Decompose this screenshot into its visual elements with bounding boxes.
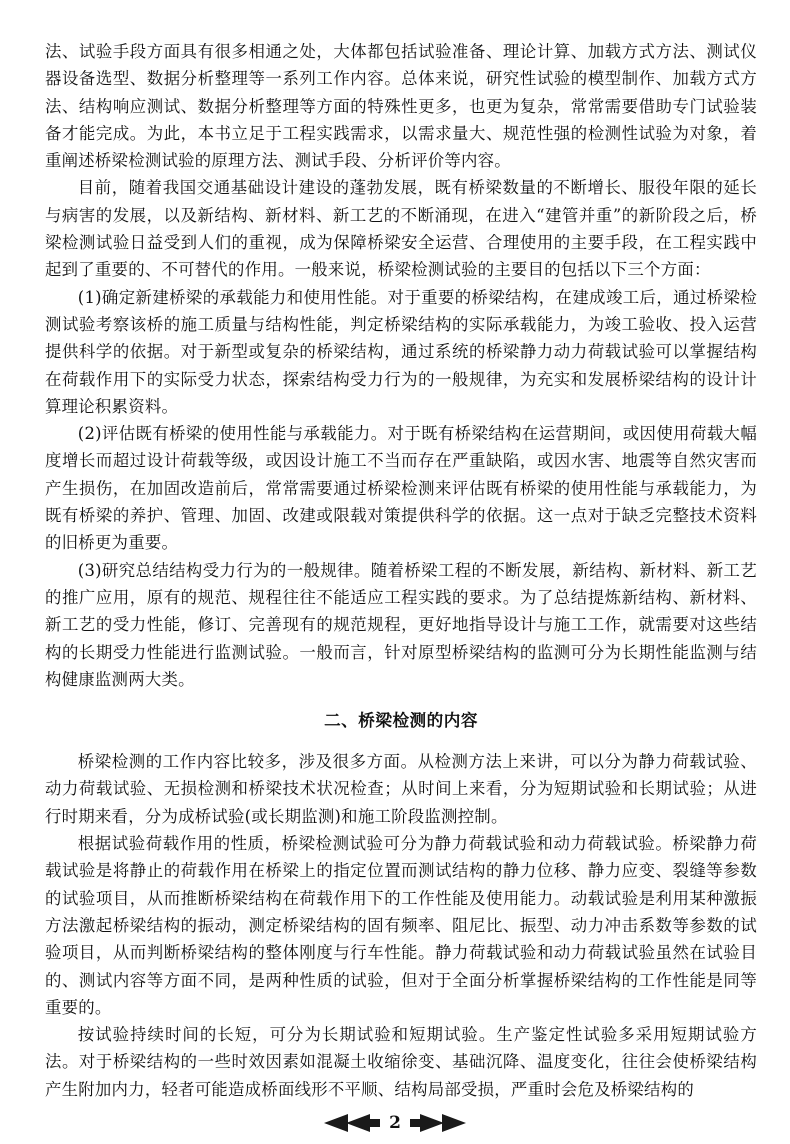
paragraph-3: (1)确定新建桥梁的承载能力和使用性能。对于重要的桥梁结构，在建成竣工后，通过桥梁检测试验考察该桥的施工质量与结构性能，判定桥梁结构的实际承载能力，为竣工验收、投入运营提供科学的依据。对于新型或复杂的桥梁结构，通过系统的桥梁静力动力荷载试验可以掌握结构在荷载作用下的实际受力状态，探索结构受力行为的一般规律，为充实和发展桥梁结构的设计计算理论积累资料。 — [45, 287, 757, 416]
paragraph-7: 根据试验荷载作用的性质，桥梁检测试验可分为静力荷载试验和动力荷载试验。桥梁静力荷载试验是将静止的荷载作用在桥梁上的指定位置而测试结构的静力位移、静力应变、裂缝等参数的试验项目，从而推断桥梁结构在荷载作用下的工作性能及使用能力。动载试验是利用某种激振方法激起桥梁结构的振动，测定桥梁结构的固有频率、阻尼比、振型、动力冲击系数等参数的试验项目，从而判断桥梁结构的整体刚度与行车性能。静力荷载试验和动力荷载试验虽然在试验目的、测试内容等方面不同，是两种性质的试验，但对于全面分析掌握桥梁结构的工作性能是同等重要的。 — [45, 834, 757, 1017]
paragraph-6: 桥梁检测的工作内容比较多，涉及很多方面。从检测方法上来讲，可以分为静力荷载试验、动力荷载试验、无损检测和桥梁技术状况检查；从时间上来看，分为短期试验和长期试验；从进行时期来看，分为成桥试验(或长期监测)和施工阶段监测控制。 — [45, 752, 757, 826]
paragraph-8: 按试验持续时间的长短，可分为长期试验和短期试验。生产鉴定性试验多采用短期试验方法。对于桥梁结构的一些时效因素如混凝土收缩徐变、基础沉降、温度变化，往往会使桥梁结构产生附加内力，轻者可能造成桥面线形不平顺、结构局部受损，严重时会危及桥梁结构的 — [45, 1025, 757, 1099]
paragraph-1: 法、试验手段方面具有很多相通之处，大体都包括试验准备、理论计算、加载方式方法、测试仪器设备选型、数据分析整理等一系列工作内容。总体来说，研究性试验的模型制作、加载方式方法、结构响应测试、数据分析整理等方面的特殊性更多，也更为复杂，常常需要借助专门试验装备才能完成。为此，本书立足于工程实践需求，以需求量大、规范性强的检测性试验为对象，着重阐述桥梁检测试验的原理方法、测试手段、分析评价等内容。 — [45, 42, 757, 171]
double-arrow-left-icon — [324, 1113, 380, 1133]
section-title: 二、桥梁检测的内容 — [324, 711, 478, 731]
page-content — [45, 38, 757, 1103]
paragraph-5: (3)研究总结结构受力行为的一般规律。随着桥梁工程的不断发展，新结构、新材料、新工艺的推广应用，原有的规范、规程往往不能适应工程实践的要求。为了总结提炼新结构、新材料、新工艺的受力性能，修订、完善现有的规范规程，更好地指导设计与施工工作，就需要对这些结构的长期受力性能进行监测试验。一般而言，针对原型桥梁结构的监测可分为长期性能监测与结构健康监测两大类。 — [45, 560, 757, 689]
paragraph-4: (2)评估既有桥梁的使用性能与承载能力。对于既有桥梁结构在运营期间，或因使用荷载大幅度增长而超过设计荷载等级，或因设计施工不当而存在严重缺陷，或因水害、地震等自然灾害而产生损伤，在加固改造前后，常常需要通过桥梁检测来评估既有桥梁的使用性能与承载能力，为既有桥梁的养护、管理、加固、改建或限载对策提供科学的依据。这一点对于缺乏完整技术资料的旧桥更为重要。 — [45, 424, 757, 553]
paragraph-2: 目前，随着我国交通基础设计建设的蓬勃发展，既有桥梁数量的不断增长、服役年限的延长与病害的发展，以及新结构、新材料、新工艺的不断涌现，在进入“建管并重”的新阶段之后，桥梁检测试验日益受到人们的重视，成为保障桥梁安全运营、合理使用的主要手段，在工程实践中起到了重要的、不可替代的作用。一般来说，桥梁检测试验的主要目的包括以下三个方面： — [45, 178, 757, 280]
page-footer — [0, 1110, 790, 1136]
page-number: 2 — [389, 1113, 401, 1133]
double-arrow-right-icon — [410, 1113, 466, 1133]
